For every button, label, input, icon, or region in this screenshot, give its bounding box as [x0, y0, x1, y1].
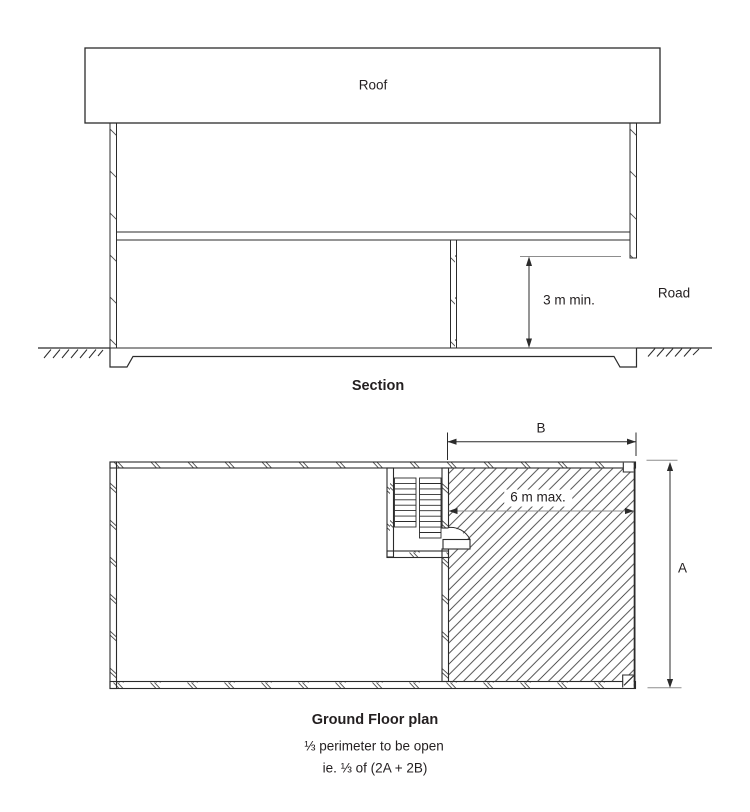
road-label: Road — [657, 285, 691, 301]
divider-wall — [442, 549, 449, 682]
earth-hatch-left — [44, 350, 103, 359]
clearance-dim-label: 3 m min. — [543, 292, 595, 308]
arrow-right — [627, 439, 636, 445]
stair-wall-bottom — [387, 551, 449, 558]
plan-note-line2: ie. ⅓ of (2A + 2B) — [322, 760, 428, 776]
arrow-left — [448, 439, 457, 445]
plan-drawing — [110, 433, 682, 689]
door-leaf — [443, 540, 470, 550]
stair-flight-right — [420, 478, 442, 538]
corner-notch-top-right — [623, 463, 633, 472]
stair-wall-right — [442, 468, 449, 528]
dim-b-label: B — [536, 420, 546, 436]
plan-caption: Ground Floor plan — [311, 711, 439, 728]
arrow-up — [526, 257, 532, 267]
foundation-outline — [110, 348, 637, 367]
arrow-down — [667, 679, 673, 688]
plan-wall-top — [110, 462, 636, 468]
plan-note-line1: ⅓ perimeter to be open — [304, 738, 444, 754]
plan-wall-left — [110, 462, 117, 689]
arrow-down — [526, 339, 532, 349]
plan-wall-bottom — [110, 682, 636, 689]
stair-flight-left — [395, 478, 417, 527]
section-drawing — [38, 48, 712, 367]
dimension-b — [448, 433, 637, 461]
dimension-a — [647, 460, 682, 688]
dim-a-label: A — [677, 560, 688, 576]
section-wall-right — [630, 123, 637, 258]
earth-hatch-right — [648, 349, 699, 357]
section-wall-left — [110, 123, 117, 348]
corner-notch-bottom-right — [623, 675, 634, 688]
partition-wall — [451, 240, 457, 348]
stair-wall-left — [387, 468, 394, 557]
stair-enclosure — [387, 468, 449, 682]
floor-slab — [117, 232, 631, 240]
section-caption: Section — [351, 377, 405, 394]
roof-label: Roof — [358, 77, 388, 93]
arrow-up — [667, 462, 673, 471]
open-depth-dim-label: 6 m max. — [504, 490, 572, 507]
